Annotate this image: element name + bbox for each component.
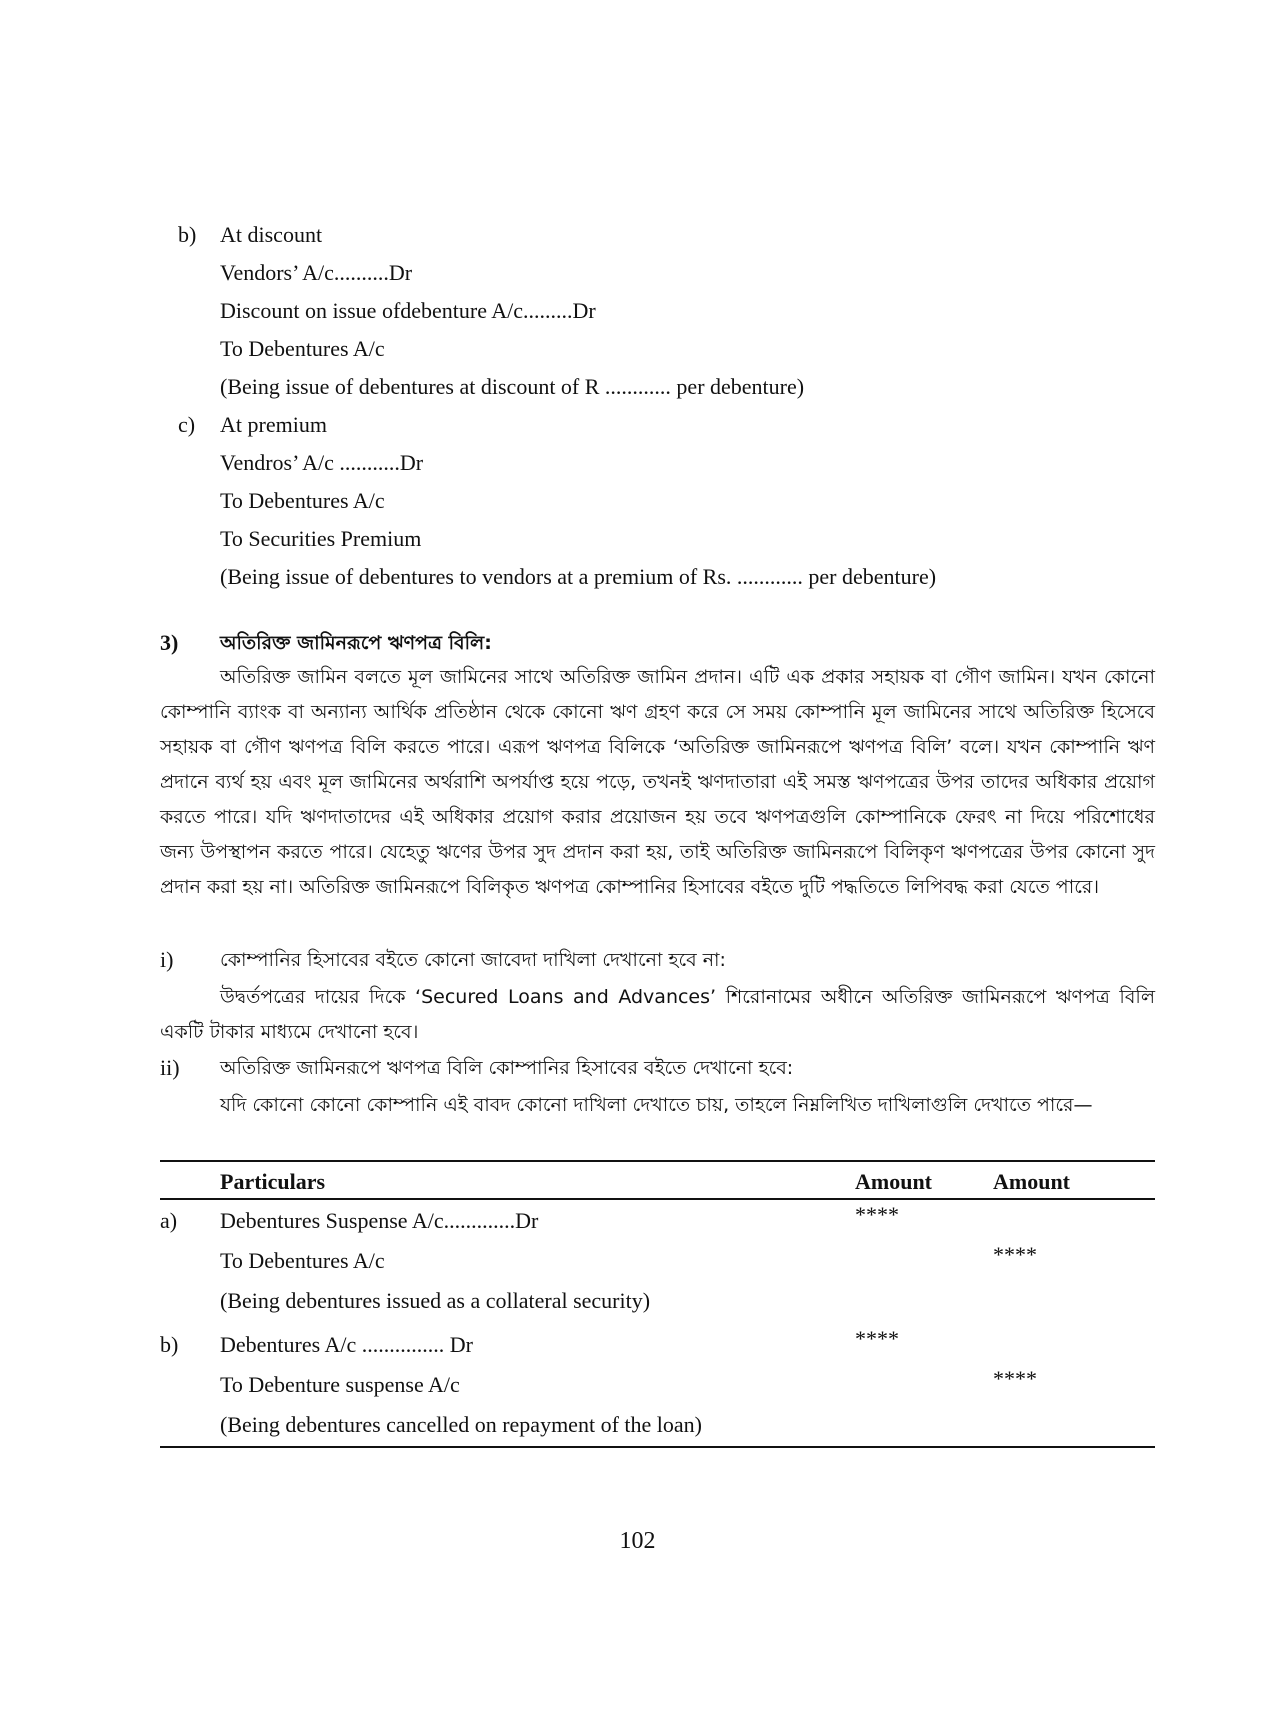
- section-3-number: 3): [160, 630, 179, 655]
- table-bottom-rule: [160, 1446, 1155, 1448]
- table-header-rule: [160, 1198, 1155, 1200]
- row-particulars: To Debenture suspense A/c: [220, 1372, 460, 1397]
- row-particulars: (Being debentures cancelled on repayment of the loan): [220, 1412, 702, 1437]
- entry-c-line-4: To Securities Premium: [220, 526, 422, 551]
- point-ii-marker: ii): [160, 1055, 180, 1080]
- entry-b-line-1: At discount: [220, 222, 323, 247]
- row-particulars: (Being debentures issued as a collateral security): [220, 1288, 651, 1313]
- entry-c-marker: c): [178, 412, 196, 437]
- row-particulars: To Debentures A/c: [220, 1248, 385, 1273]
- entry-b-line-3: Discount on issue ofdebenture A/c.........Dr: [220, 298, 596, 323]
- entry-b-line-2: Vendors’ A/c..........Dr: [220, 260, 413, 285]
- point-ii-text: যদি কোনো কোনো কোম্পানি এই বাবদ কোনো দাখিলা দেখাতে চায়, তাহলে নিম্নলিখিত দাখিলাগুলি দেখাতে পারে—: [220, 1094, 1093, 1116]
- point-i-marker: i): [160, 947, 174, 972]
- row-marker: b): [160, 1332, 179, 1357]
- row-particulars: Debentures Suspense A/c.............Dr: [220, 1208, 539, 1233]
- point-i-body: [160, 980, 1155, 1050]
- entry-b-line-4: To Debentures A/c: [220, 336, 385, 361]
- row-debit: ****: [855, 1326, 899, 1351]
- row-particulars: Debentures A/c ............... Dr: [220, 1332, 473, 1357]
- entry-c-line-5: (Being issue of debentures to vendors at a premium of Rs. ............ per debenture): [220, 564, 937, 589]
- point-ii-body: [160, 1088, 1155, 1123]
- point-i-text: উদ্বর্তপত্রের দায়ের দিকে ‘Secured Loans and Advances’ শিরোনামের অধীনে অতিরিক্ত জামিনরূপে ঋণপত্র বিলি একটি টাকার মাধ্যমে দেখানো হবে।: [160, 986, 1155, 1043]
- entry-c-line-3: To Debentures A/c: [220, 488, 385, 513]
- section-3-heading: অতিরিক্ত জামিনরূপে ঋণপত্র বিলি:: [220, 632, 492, 654]
- entry-c-line-1: At premium: [220, 412, 327, 437]
- entry-c-line-2: Vendros’ A/c ...........Dr: [220, 450, 424, 475]
- point-ii-title: অতিরিক্ত জামিনরূপে ঋণপত্র বিলি কোম্পানির হিসাবের বইতে দেখানো হবে:: [220, 1057, 794, 1079]
- section-3-paragraph: [160, 660, 1155, 905]
- row-debit: ****: [855, 1202, 899, 1227]
- point-i-title: কোম্পানির হিসাবের বইতে কোনো জাবেদা দাখিলা দেখানো হবে না:: [220, 949, 726, 971]
- table-header-particulars: Particulars: [220, 1169, 326, 1194]
- entry-b-line-5: (Being issue of debentures at discount of R ............ per debenture): [220, 374, 805, 399]
- page-number: 102: [619, 1528, 656, 1554]
- entry-b-marker: b): [178, 222, 197, 247]
- table-top-rule: [160, 1160, 1155, 1162]
- section-3-paragraph-text: অতিরিক্ত জামিন বলতে মূল জামিনের সাথে অতিরিক্ত জামিন প্রদান। এটি এক প্রকার সহায়ক বা গৌণ জামিন। যখন কোনো কোম্পানি ব্যাংক বা অন্যান্য আর্থিক প্রতিষ্ঠান থেকে কোনো ঋণ গ্রহণ করে সে সময় কোম্পানি মূল জামিনের সাথে অতিরিক্ত হিসেবে সহায়ক বা গৌণ ঋণপত্র বিলি করতে পারে। এরূপ ঋণপত্র বিলিকে ‘অতিরিক্ত জামিনরূপে ঋণপত্র বিলি’ বলে। যখন কোম্পানি ঋণ প্রদানে ব্যর্থ হয় এবং মূল জামিনের অর্থরাশি অপর্যাপ্ত হয়ে পড়ে, তখনই ঋণদাতারা এই সমস্ত ঋণপত্রের উপর তাদের অধিকার প্রয়োগ করতে পারে। যদি ঋণদাতাদের এই অধিকার প্রয়োগ করার প্রয়োজন হয় তবে ঋণপত্রগুলি কোম্পানিকে ফেরৎ না দিয়ে পরিশোধের জন্য উপস্থাপন করতে পারে। যেহেতু ঋণের উপর সুদ প্রদান করা হয়, তাই অতিরিক্ত জামিনরূপে বিলিকৃণ ঋণপত্রের উপর কোনো সুদ প্রদান করা হয় না। অতিরিক্ত জামিনরূপে বিলিকৃত ঋণপত্র কোম্পানির হিসাবের বইতে দুটি পদ্ধতিতে লিপিবদ্ধ করা যেতে পারে।: [160, 666, 1155, 898]
- row-credit: ****: [993, 1242, 1037, 1267]
- row-credit: ****: [993, 1366, 1037, 1391]
- table-header-amount-credit: Amount: [993, 1169, 1071, 1194]
- table-header-amount-debit: Amount: [855, 1169, 933, 1194]
- row-marker: a): [160, 1208, 178, 1233]
